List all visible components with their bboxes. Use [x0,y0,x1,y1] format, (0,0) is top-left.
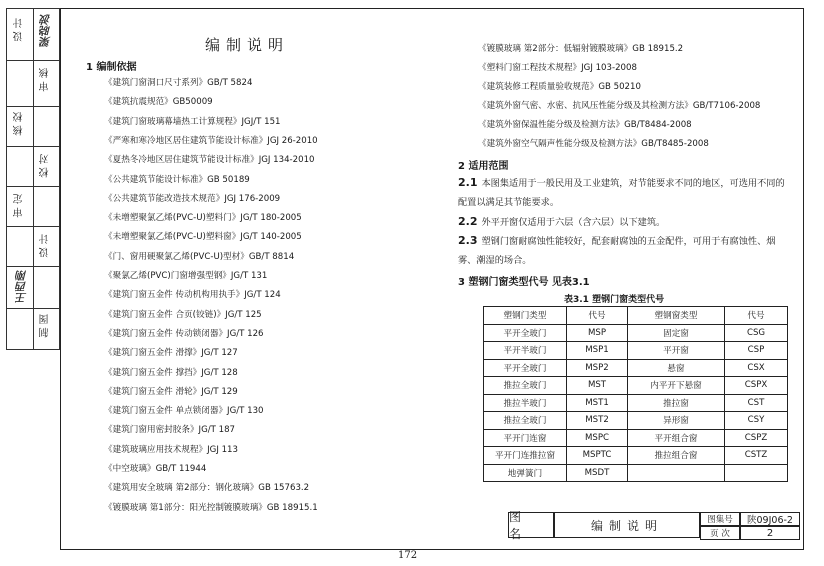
sidebar-label: 校 对 [40,154,51,178]
table-cell: CST [725,394,788,412]
table-cell: MSP [567,324,628,342]
signature-sidebar [6,8,60,550]
reference-item: 《镀膜玻璃 第1部分：阳光控制镀膜玻璃》GB 18915.1 [104,502,318,513]
page-number: 172 [398,550,418,561]
paragraph-text: 塑钢门窗耐腐蚀性能较好，配套耐腐蚀的五金配件，可用于有腐蚀性、烟雾、潮湿的场合。 [458,236,776,266]
sidebar-label: 设 计 [14,18,25,42]
sidebar-row-line [6,266,60,267]
table-cell: 推拉全玻门 [484,377,567,395]
section2-heading: 2 适用范围 [458,161,509,172]
reference-item: 《建筑门窗玻璃幕墙热工计算规程》JGJ/T 151 [104,116,281,127]
reference-item: 《未增塑聚氯乙烯(PVC-U)塑料窗》JG/T 140-2005 [104,232,302,243]
reference-item: 《中空玻璃》GB/T 11944 [104,464,207,474]
reference-item: 《建筑门窗五金件 滑轮》JG/T 129 [104,386,238,397]
page-label: 页 次 [700,526,740,540]
table-row [484,342,788,360]
title-block-label: 图 名 [508,512,554,538]
designer-signature: 梁晓波 [39,14,52,47]
table-row [484,412,788,430]
table-cell: CSPX [725,377,788,395]
reference-item: 《建筑门窗五金件 滑撑》JG/T 127 [104,348,238,359]
sidebar-label: 核 校 [14,112,25,136]
reference-item: 《建筑门窗五金件 撑挡》JG/T 128 [104,367,238,378]
reference-item: 《塑料门窗工程技术规程》JGJ 103-2008 [478,63,637,73]
door-window-type-table [483,306,788,482]
atlas-no: 陕09J06-2 [740,512,800,526]
table-cell: 平开窗 [628,342,725,360]
reference-item: 《建筑玻璃应用技术规程》JGJ 113 [104,444,238,455]
page-title: 编制说明 [205,36,290,54]
reference-item: 《夏热冬冷地区居住建筑节能设计标准》JGJ 134-2010 [104,155,315,166]
reference-item: 《聚氯乙烯(PVC)门窗增强型钢》JG/T 131 [104,271,268,281]
reference-item: 《建筑门窗五金件 单点锁闭器》JG/T 130 [104,406,264,417]
table-row [484,377,788,395]
table-cell: 内平开下悬窗 [628,377,725,395]
table-row [484,324,788,342]
reference-item: 《建筑门窗五金件 合页(铰链)》JG/T 125 [104,309,262,320]
sidebar-row-line [6,308,60,309]
reference-item: 《建筑抗震规范》GB50009 [104,97,213,108]
table-cell: 平开门连窗 [484,429,567,447]
table-header-cell: 塑钢门类型 [484,307,567,325]
sidebar-row-line [6,106,60,107]
reference-item: 《建筑门窗洞口尺寸系列》GB/T 5824 [104,78,253,88]
paragraph-2-3 [458,231,788,270]
table-cell: CSTZ [725,447,788,465]
reference-item: 《严寒和寒冷地区居住建筑节能设计标准》JGJ 26-2010 [104,135,318,146]
reference-item: 《公共建筑节能改造技术规范》JGJ 176-2009 [104,193,281,204]
table-row [484,429,788,447]
reference-item: 《建筑外窗空气隔声性能分级及检测方法》GB/T8485-2008 [478,139,709,149]
table-cell: 固定窗 [628,324,725,342]
table-caption: 表3.1 塑钢门窗类型代号 [564,295,665,305]
sidebar-row-line [6,186,60,187]
reference-item: 《建筑用安全玻璃 第2部分：钢化玻璃》GB 15763.2 [104,483,310,494]
sidebar-label: 审 核 [40,68,51,92]
reference-item: 《镀膜玻璃 第2部分：低辐射镀膜玻璃》GB 18915.2 [478,44,684,54]
table-cell: MSP1 [567,342,628,360]
table-cell [628,464,725,482]
table-row [484,359,788,377]
table-cell: MST [567,377,628,395]
table-cell: 平开半玻门 [484,342,567,360]
paragraph-text: 外平开窗仅适用于六层（含六层）以下建筑。 [481,217,666,228]
table-cell: 推拉窗 [628,394,725,412]
table-cell: MSPTC [567,447,628,465]
table-cell: CSPZ [725,429,788,447]
reference-item: 《建筑门窗五金件 传动机构用执手》JG/T 124 [104,290,281,301]
table-cell: 平开全玻门 [484,359,567,377]
table-header-cell: 塑钢窗类型 [628,307,725,325]
table-cell: 平开全玻门 [484,324,567,342]
table-cell: 异形窗 [628,412,725,430]
table-cell: MST1 [567,394,628,412]
paragraph-number: 2.2 [458,215,478,228]
section3-heading: 3 塑钢门窗类型代号 见表3.1 [458,277,590,288]
sidebar-label: 审 定 [14,194,25,218]
table-cell: MST2 [567,412,628,430]
atlas-no-label: 图集号 [700,512,740,526]
table-header-row [484,307,788,325]
paragraph-number: 2.3 [458,234,478,247]
reference-item: 《建筑门窗用密封胶条》JG/T 187 [104,425,236,436]
table-header-cell: 代号 [725,307,788,325]
paragraph-number: 2.1 [458,176,478,189]
reference-item: 《建筑外窗气密、水密、抗风压性能分级及其检测方法》GB/T7106-2008 [478,101,761,111]
reference-item: 《建筑门窗五金件 传动锁闭器》JG/T 126 [104,328,264,339]
table-cell: 推拉组合窗 [628,447,725,465]
table-cell: 推拉半玻门 [484,394,567,412]
sidebar-label: 设 计 [40,234,51,258]
sheet-page: 2 [740,526,800,540]
table-cell: 地弹簧门 [484,464,567,482]
reference-item: 《未增塑聚氯乙烯(PVC-U)塑料门》JG/T 180-2005 [104,213,302,224]
table-row [484,464,788,482]
table-cell: CSY [725,412,788,430]
table-row [484,447,788,465]
table-cell: MSDT [567,464,628,482]
drafter-signature: 王西刚 [15,270,28,303]
table-cell: CSX [725,359,788,377]
reference-item: 《建筑装修工程质量验收规范》GB 50210 [478,82,641,92]
reference-item: 《门、窗用硬聚氯乙烯(PVC-U)型材》GB/T 8814 [104,251,295,262]
sidebar-label: 制 图 [40,314,51,338]
reference-item: 《建筑外窗保温性能分级及检测方法》GB/T8484-2008 [478,120,692,130]
table-cell: MSPC [567,429,628,447]
sidebar-row-line [6,146,60,147]
title-block-name: 编制说明 [554,512,700,538]
table-cell: 平开组合窗 [628,429,725,447]
table-cell: 平开门连推拉窗 [484,447,567,465]
table-row [484,394,788,412]
table-header-cell: 代号 [567,307,628,325]
sidebar-row-line [6,60,60,61]
paragraph-2-2 [458,212,788,232]
table-cell: MSP2 [567,359,628,377]
reference-item: 《公共建筑节能设计标准》GB 50189 [104,174,250,185]
table-cell: 悬窗 [628,359,725,377]
section1-heading: 1 编制依据 [86,62,137,73]
table-cell: CSG [725,324,788,342]
paragraph-2-1 [458,173,788,212]
table-cell: 推拉全玻门 [484,412,567,430]
sidebar-row-line [6,226,60,227]
table-cell [725,464,788,482]
table-cell: CSP [725,342,788,360]
paragraph-text: 本图集适用于一般民用及工业建筑，对节能要求不同的地区，可选用不同的配置以满足其节能要求。 [458,178,785,208]
